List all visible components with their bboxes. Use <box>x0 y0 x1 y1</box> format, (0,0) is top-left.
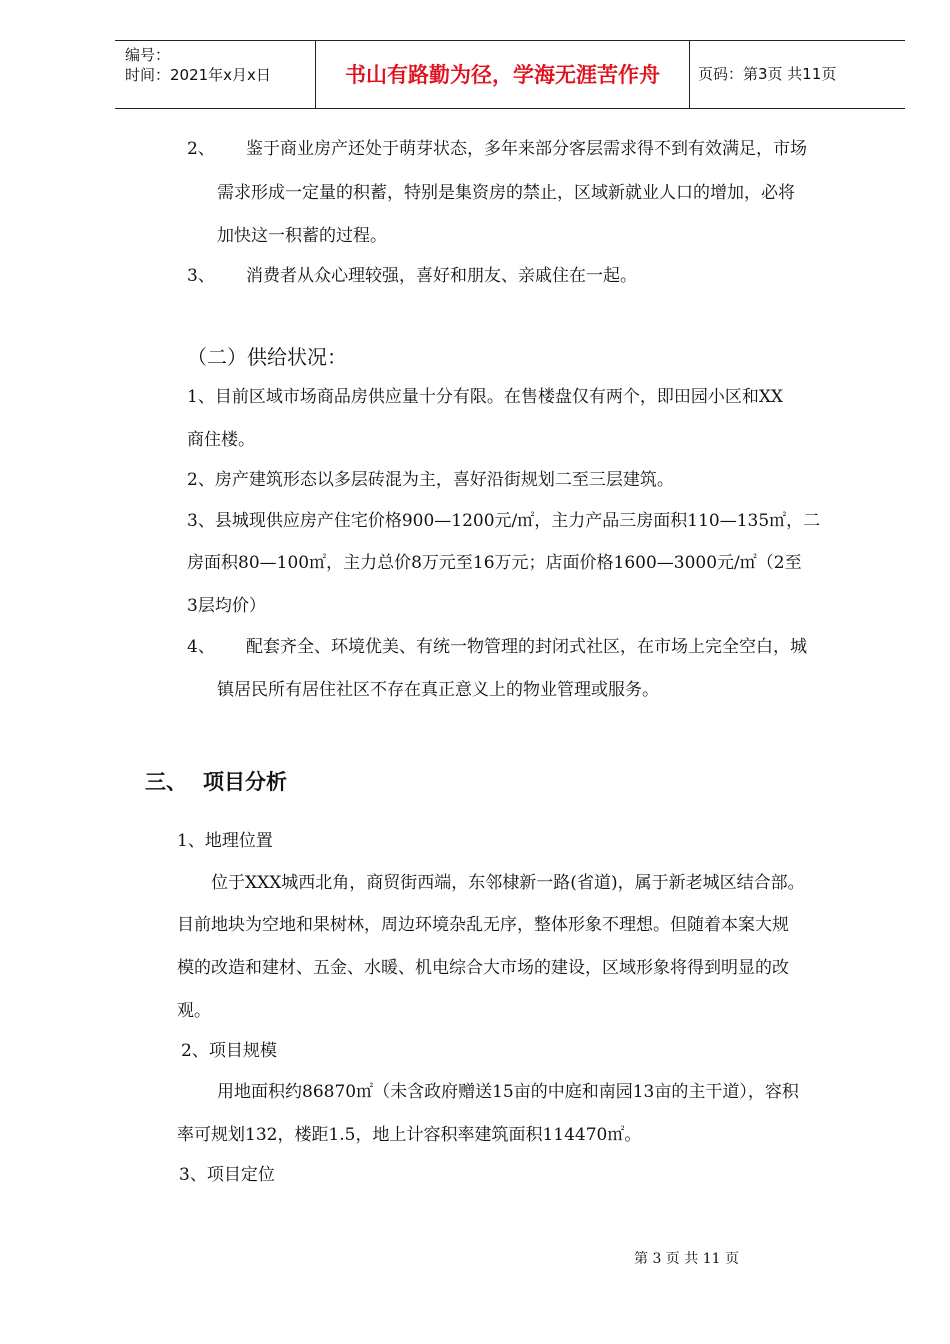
paragraph-line: 消费者从众心理较强，喜好和朋友、亲戚住在一起。 <box>246 266 637 286</box>
paragraph-line: 目前地块为空地和果树林，周边环境杂乱无序，整体形象不理想。但随着本案大规 <box>177 915 789 935</box>
paragraph-line: 3层均价） <box>187 596 266 616</box>
doc-number: 编号： <box>125 46 171 64</box>
subsection-title: 2、项目规模 <box>181 1041 277 1061</box>
paragraph-line: 配套齐全、环境优美、有统一物管理的封闭式社区，在市场上完全空白，城 <box>246 637 807 657</box>
paragraph-line: 3、县城现供应房产住宅价格900—1200元/㎡，主力产品三房面积110—135㎡，二 <box>187 511 821 531</box>
paragraph-line: 率可规划132，楼距1.5，地上计容积率建筑面积114470㎡。 <box>177 1125 642 1145</box>
paragraph-line: 2、房产建筑形态以多层砖混为主，喜好沿街规划二至三层建筑。 <box>187 470 674 490</box>
page-footer: 第 3 页 共 11 页 <box>634 1251 739 1267</box>
paragraph-line: 商住楼。 <box>187 430 255 450</box>
paragraph-line: 模的改造和建材、五金、水暖、机电综合大市场的建设，区域形象将得到明显的改 <box>177 958 789 978</box>
subsection-title: 3、项目定位 <box>179 1165 275 1185</box>
item-number: 2、 <box>187 139 215 159</box>
item-number: 4、 <box>187 637 215 657</box>
page-header <box>115 40 905 109</box>
paragraph-line: 观。 <box>177 1001 211 1021</box>
paragraph-line: 加快这一积蓄的过程。 <box>217 226 387 246</box>
paragraph-line: 需求形成一定量的积蓄，特别是集资房的禁止，区域新就业人口的增加，必将 <box>217 183 795 203</box>
header-motto: 书山有路勤为径，学海无涯苦作舟 <box>316 41 690 108</box>
section-number: 三、 <box>145 770 187 794</box>
paragraph-line: 1、目前区域市场商品房供应量十分有限。在售楼盘仅有两个，即田园小区和XX <box>187 387 784 407</box>
header-meta <box>115 41 316 108</box>
paragraph-line: 鉴于商业房产还处于萌芽状态，多年来部分客层需求得不到有效满足，市场 <box>246 139 807 159</box>
subsection-heading: （二）供给状况： <box>187 345 347 369</box>
paragraph-line: 位于XXX城西北角，商贸街西端，东邻棣新一路(省道)，属于新老城区结合部。 <box>211 873 805 893</box>
doc-date: 时间：2021年x月x日 <box>125 66 271 84</box>
paragraph-line: 房面积80—100㎡，主力总价8万元至16万元；店面价格1600—3000元/㎡（2至 <box>187 553 802 573</box>
subsection-title: 1、地理位置 <box>177 831 273 851</box>
section-title: 项目分析 <box>203 770 287 794</box>
paragraph-line: 用地面积约86870㎡（未含政府赠送15亩的中庭和南园13亩的主干道），容积 <box>217 1082 799 1102</box>
paragraph-line: 镇居民所有居住社区不存在真正意义上的物业管理或服务。 <box>217 680 659 700</box>
item-number: 3、 <box>187 266 215 286</box>
header-page-number: 页码：第3页 共11页 <box>698 65 837 83</box>
